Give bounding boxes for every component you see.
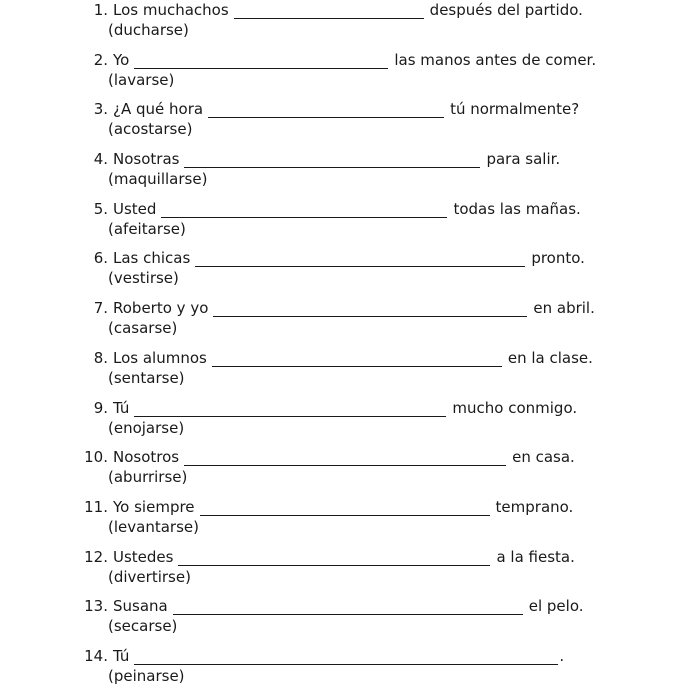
exercise-item [0,438,697,488]
item-subject: Los muchachos [113,1,229,19]
item-rest: para salir. [486,150,561,169]
item-number: 11. [84,497,108,516]
item-number: 13. [84,597,108,616]
question-line [80,295,595,317]
answer-blank[interactable] [208,101,444,118]
exercise-item [0,90,697,140]
exercise-item [0,587,697,637]
verb-hint: (aburrirse) [108,468,188,487]
item-rest: las manos antes de comer. [394,50,597,69]
answer-blank[interactable] [173,598,523,615]
question-line [80,593,584,615]
exercise-item [0,637,697,687]
item-rest: mucho conmigo. [452,398,578,417]
exercise-item [0,339,697,389]
item-number: 6. [93,249,108,268]
answer-blank[interactable] [134,400,446,417]
item-subject: Roberto y yo [113,299,209,318]
question-line [80,196,581,218]
answer-blank[interactable] [212,350,502,367]
answer-blank[interactable] [184,151,480,168]
verb-hint: (casarse) [108,319,178,338]
answer-blank[interactable] [134,52,388,69]
verb-hint: (maquillarse) [108,170,208,189]
verb-hint: (enojarse) [108,418,185,437]
question-line [80,47,596,69]
item-subject: Yo siempre [113,497,195,516]
item-rest: en abril. [533,299,595,318]
verb-hint: (ducharse) [108,21,189,39]
item-subject: Las chicas [113,249,191,268]
question-line [80,0,583,19]
question-line [80,395,577,417]
answer-blank[interactable] [234,2,424,19]
verb-hint: (afeitarse) [108,219,186,238]
question-line [80,345,593,367]
exercise-item [0,488,697,538]
verb-hint: (vestirse) [108,269,179,288]
answer-blank[interactable] [213,300,527,317]
item-number: 5. [93,199,108,218]
answer-blank[interactable] [134,648,558,665]
item-rest: el pelo. [528,597,584,616]
item-rest: temprano. [495,497,574,516]
answer-blank[interactable] [184,449,506,466]
item-subject: Usted [113,199,157,218]
exercise-item [0,140,697,190]
item-rest: después del partido. [429,1,583,19]
item-subject: Ustedes [113,547,174,566]
item-number: 9. [93,398,108,417]
item-rest: a la fiesta. [496,547,575,566]
question-line [80,245,585,267]
item-rest: . [559,646,565,665]
question-line [80,146,560,168]
item-subject: ¿A qué hora [113,100,204,119]
answer-blank[interactable] [200,499,490,516]
item-rest: todas las mañas. [453,199,581,218]
answer-blank[interactable] [161,201,447,218]
item-subject: Tú [113,646,130,665]
item-number: 4. [93,150,108,169]
item-number: 8. [93,348,108,367]
exercise-item [0,538,697,588]
answer-blank[interactable] [178,549,490,566]
item-rest: tú normalmente? [450,100,580,119]
item-number: 1. [93,1,108,19]
item-subject: Yo [113,50,130,69]
question-line [80,643,564,665]
item-rest: en la clase. [507,348,593,367]
question-line [80,544,575,566]
item-number: 7. [93,299,108,318]
item-number: 3. [93,100,108,119]
verb-hint: (lavarse) [108,70,175,89]
item-subject: Susana [113,597,168,616]
exercise-item [0,389,697,439]
verb-hint: (peinarse) [108,666,185,685]
item-number: 2. [93,50,108,69]
verb-hint: (levantarse) [108,517,199,536]
item-number: 14. [84,646,108,665]
exercise-item [0,190,697,240]
verb-hint: (acostarse) [108,120,193,139]
item-number: 12. [84,547,108,566]
verb-hint: (divertirse) [108,567,191,586]
exercise-item [0,289,697,339]
item-rest: en casa. [512,448,575,467]
question-line [80,96,579,118]
item-subject: Los alumnos [113,348,207,367]
verb-hint: (sentarse) [108,368,185,387]
item-subject: Nosotras [113,150,180,169]
item-rest: pronto. [531,249,585,268]
question-line [80,444,575,466]
answer-blank[interactable] [195,250,525,267]
exercise-item [0,239,697,289]
exercise-item [0,41,697,91]
item-subject: Tú [113,398,130,417]
exercise-item [0,0,697,41]
item-number: 10. [84,448,108,467]
item-subject: Nosotros [113,448,180,467]
question-line [80,494,573,516]
verb-hint: (secarse) [108,617,178,636]
